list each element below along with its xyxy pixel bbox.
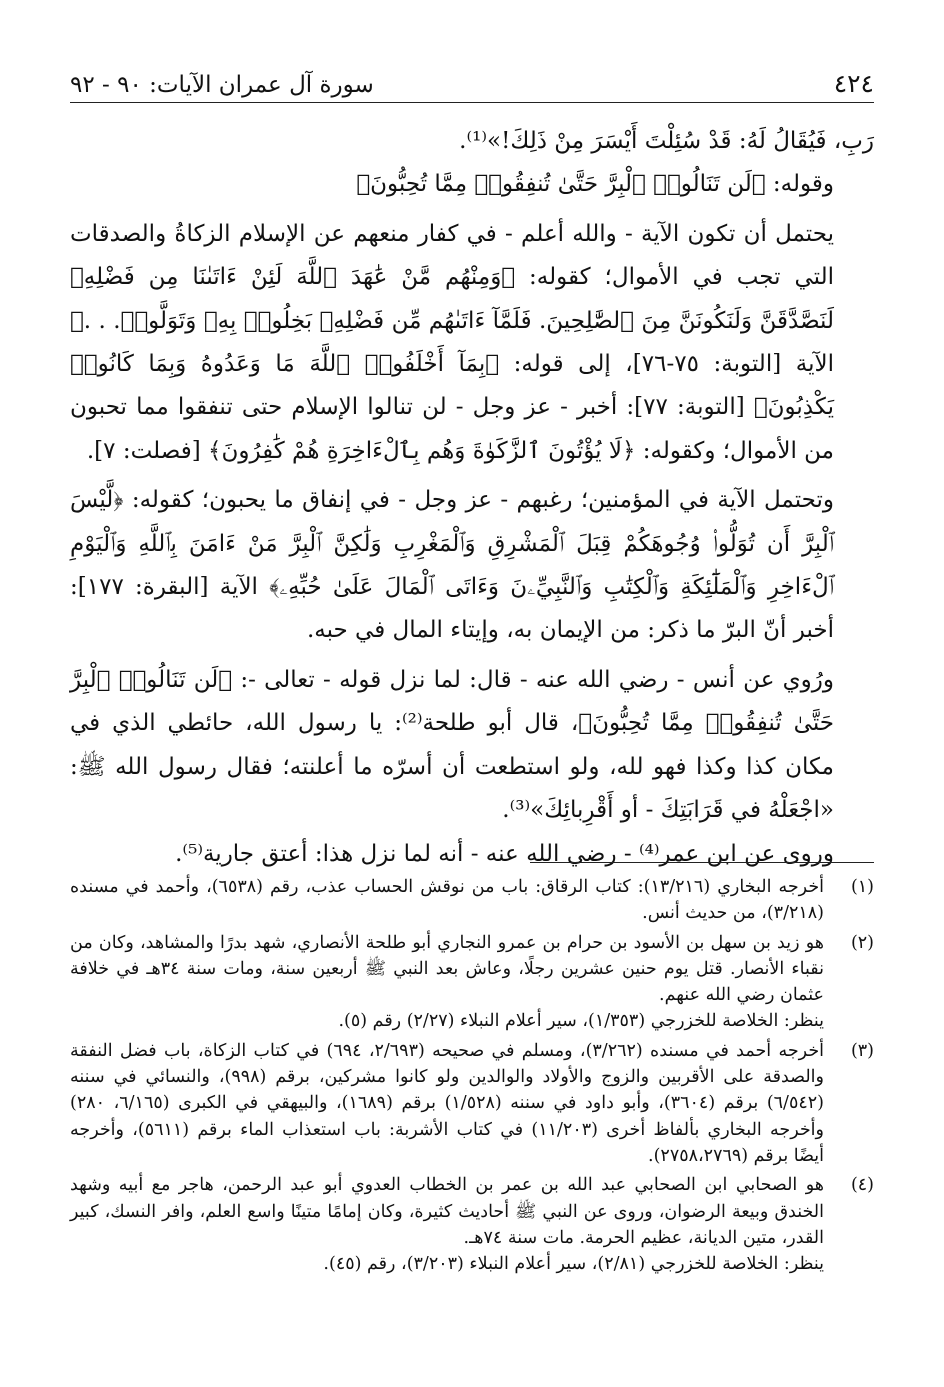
paragraph-1: رَبِ، فَيُقَالُ لَهُ: قَدْ سُئِلْتَ أَيْسَرَ مِنْ ذَلِكَ!»⁽¹⁾. — [459, 128, 874, 154]
main-text — [70, 120, 874, 876]
page-number: ٤٢٤ — [833, 69, 874, 98]
paragraph-6: وروى عن ابن عمر⁽⁴⁾ - رضي الله عنه - أنه لما نزل هذا: أعتق جارية⁽⁵⁾. — [175, 840, 834, 867]
page-header — [70, 58, 874, 103]
footnote-separator — [530, 862, 874, 863]
footnote-number: (٤) — [850, 1175, 874, 1196]
footnote-1 — [70, 874, 874, 927]
paragraph-4: وتحتمل الآية في المؤمنين؛ رغبهم - عز وجل - في إنفاق ما يحبون؛ كقوله: ﴿لَّيْسَ ٱلْبِرَّ أَن تُوَلُّوا۟ وُجُوهَكُمْ قِبَلَ ٱلْمَشْرِقِ وَٱلْمَغْرِبِ وَلَٰكِنَّ ٱلْبِرَّ مَنْ ءَامَنَ بِٱللَّهِ وَٱلْيَوْمِ ٱلْءَاخِرِ وَٱلْمَلَٰٓئِكَةِ وَٱلْكِتَٰبِ وَٱلنَّبِيِّۦنَ وَءَاتَى ٱلْمَالَ عَلَىٰ حُبِّهِۦ﴾ الآية [البقرة: ١٧٧]: أخبر أنّ البرّ ما ذكر: من الإيمان به، وإيتاء المال في حبه. — [70, 487, 834, 644]
footnote-number: (٢) — [850, 932, 874, 953]
footnote-text: أخرجه البخاري (١٣/٢١٦): كتاب الرقاق: باب من نوقش الحساب عذب، رقم (٦٥٣٨)، وأحمد في مسنده (٣/٢١٨)، من حديث أنس. — [70, 877, 825, 924]
footnote-number: (٣) — [850, 1040, 874, 1061]
footnote-number: (١) — [850, 877, 874, 897]
footnote-3 — [70, 1038, 874, 1169]
paragraph-2: وقوله: ﴿لَن تَنَالُوا۟ ٱلْبِرَّ حَتَّىٰ تُنفِقُوا۟ مِمَّا تُحِبُّونَ﴾ — [356, 171, 834, 198]
footnote-reference: ينظر: الخلاصة للخزرجي (١/٣٥٣)، سير أعلام النبلاء (٢/٢٧) رقم (٥). — [338, 1011, 824, 1032]
footnote-text: هو زيد بن سهل بن الأسود بن حرام بن عمرو النجاري أبو طلحة الأنصاري، شهد بدرًا والمشاهد، وكان من نقباء الأنصار. قتل يوم حنين عشرين رجلًا، وعاش بعد النبي ﷺ أربعين سنة، ومات سنة ٣٤هـ في خلافة عثمان رضي الله عنهم. — [70, 932, 824, 1006]
footnote-4 — [70, 1172, 874, 1277]
footnote-2 — [70, 930, 874, 1035]
footnote-text: أخرجه أحمد في مسنده (٣/٢٦٢)، ومسلم في صحيحه (٢/٦٩٣، ٦٩٤) في كتاب الزكاة، باب فضل النفقة والصدقة على الأقربين والزوج والأولاد والوالدين ولو كانوا مشركين، برقم (٩٩٨)، والنسائي في سننه (٦/٥٤٢) برقم (٣٦٠٤)، وأبو داود في سننه (١/٥٢٨) برقم (١٦٨٩)، والبيهقي في الكبرى (٦/١٦٥، ٢٨٠) وأخرجه البخاري بألفاظ أخرى (١١/٢٠٣) في كتاب الأشربة: باب استعذاب الماء برقم (٥٦١١)، وأخرجه أيضًا برقم (٢٧٥٨،٢٧٦٩). — [70, 1040, 824, 1166]
running-title: سورة آل عمران الآيات: ٩٠ - ٩٢ — [70, 72, 374, 98]
footnotes — [70, 874, 874, 1280]
footnote-text: هو الصحابي ابن الصحابي عبد الله بن عمر بن الخطاب العدوي أبو عبد الرحمن، هاجر مع أبيه وشهد الخندق وبيعة الرضوان، وروى عن النبي ﷺ أحاديث كثيرة، وكان إمامًا متينًا واسع العلم، وافر النسك، كبير القدر، متين الديانة، عظيم الحرمة. مات سنة ٧٤هـ. — [70, 1175, 824, 1248]
paragraph-5: ورُوي عن أنس - رضي الله عنه - قال: لما نزل قوله - تعالى -: ﴿لَن تَنَالُوا۟ ٱلْبِرَّ حَتَّىٰ تُنفِقُوا۟ مِمَّا تُحِبُّونَ﴾، قال أبو طلحة⁽²⁾: يا رسول الله، حائطي الذي في مكان كذا وكذا فهو لله، ولو استطعت أن أسرّه ما أعلنته؛ فقال رسول الله ﷺ: «اجْعَلْهُ في قَرَابَتِكَ - أو أَقْرِبائِكَ»⁽³⁾. — [70, 666, 834, 824]
paragraph-3: يحتمل أن تكون الآية - والله أعلم - في كفار منعهم عن الإسلام الزكاةُ والصدقات التي تجب في الأموال؛ كقوله: ﴿وَمِنْهُم مَّنْ عَٰهَدَ ٱللَّهَ لَئِنْ ءَاتَىٰنَا مِن فَضْلِهِۦ لَنَصَّدَّقَنَّ وَلَنَكُونَنَّ مِنَ ٱلصَّٰلِحِينَ. فَلَمَّآ ءَاتَىٰهُم مِّن فَضْلِهِۦ بَخِلُوا۟ بِهِۦ وَتَوَلَّوا۟. . .﴾ الآية [التوبة: ٧٥-٧٦]، إلى قوله: ﴿بِمَآ أَخْلَفُوا۟ ٱللَّهَ مَا وَعَدُوهُ وَبِمَا كَانُوا۟ يَكْذِبُونَ﴾ [التوبة: ٧٧]: أخبر - عز وجل - لن تنالوا الإسلام حتى تنفقوا مما تحبون من الأموال؛ وكقوله: ﴿لَا يُؤْتُونَ ٱلزَّكَوٰةَ وَهُم بِٱلْءَاخِرَةِ هُمْ كَٰفِرُونَ﴾ [فصلت: ٧]. — [70, 220, 834, 464]
footnote-reference: ينظر: الخلاصة للخزرجي (٢/٨١)، سير أعلام النبلاء (٣/٢٠٣)، رقم (٤٥). — [323, 1254, 824, 1275]
